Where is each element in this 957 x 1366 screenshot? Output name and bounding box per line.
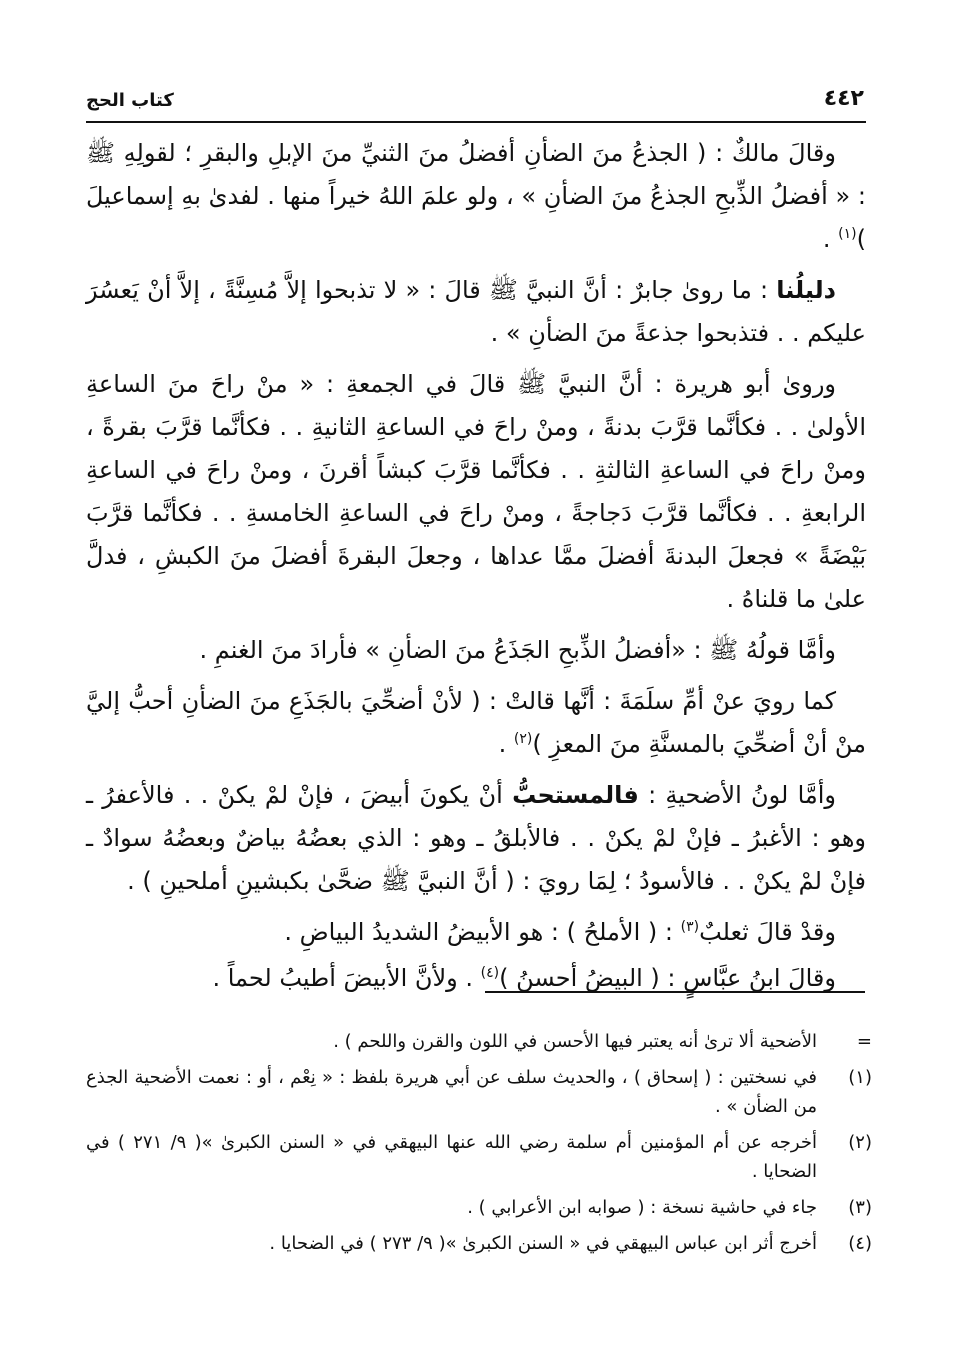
paragraph-text: وقدْ قالَ ثعلبٌ [699,918,836,946]
footnote-text: أخرج أثر ابن عباس البيهقي في « السنن الكبرىٰ »( ٩/ ٢٧٣ ) في الضحايا . [269,1233,817,1254]
footnote-marker: (١) [848,1067,872,1088]
paragraph-text: . [498,730,514,758]
footnote-ref: (٢) [513,731,533,747]
emphasis-term: فالمستحبُّ [512,781,639,809]
footnotes [86,1027,872,1265]
paragraph-ibn-abbas [86,957,866,1000]
footnote-ref: (١) [838,226,857,242]
paragraph-text: كما رويَ عنْ أمِّ سلَمَةَ : أنَّها قالتْ : ( لأنْ أضحِّيَ بالجَذَعِ منَ الضأنِ أحبُّ إليَّ منْ أنْ أضحِّيَ بالمسنَّةِ منَ المعزِ ) [86,687,866,758]
footnote-marker: (٤) [848,1233,872,1254]
footnote-4 [86,1229,872,1258]
paragraph-text: : ( الأملحُ ) : هو الأبيضُ الشديدُ البياضِ . [284,918,681,946]
paragraph-abu-hurayra [86,363,866,621]
paragraph-text: أنْ يكونَ أبيضَ ، فإنْ لمْ يكنْ . . فالأعفرُ ـ وهو : الأغبرُ ـ فإنْ لمْ يكنْ . . فالأبلقُ ـ وهو : الذي بعضُهُ بياضٌ وبعضُهُ سوادٌ ـ فإنْ لمْ يكنْ . . فالأسودُ ؛ لِمَا رويَ : ( أنَّ النبيَّ ﷺ ضحَّىٰ بكبشينِ أملحينِ ) . [86,781,866,895]
footnote-3 [86,1193,872,1222]
main-text [86,132,866,1003]
footnote-divider [485,991,865,993]
footnote-marker: (٢) [848,1132,872,1153]
page-number: ٤٤٢ [823,86,864,111]
footnote-text: في نسختين : ( إسحاق ) ، والحديث سلف عن أبي هريرة بلفظ : « نِعْم ، أو : نعمت الأضحية الجذع من الضأن » . [86,1067,817,1117]
paragraph-text: . [822,225,839,253]
paragraph-color [86,774,866,903]
paragraph-text: . ولأنَّ الأبيضَ أطيبُ لحماً . [212,964,481,992]
footnote-text: أخرجه عن أم المؤمنين أم سلمة رضي الله عنها البيهقي في « السنن الكبرىٰ »( ٩/ ٢٧١ ) في الضحايا . [86,1132,817,1182]
footnote-1 [86,1063,872,1121]
footnote-2 [86,1128,872,1186]
header-divider [86,121,866,123]
paragraph-lead: دليلُنا [776,276,836,304]
footnote-marker: (٣) [848,1197,872,1218]
footnote-text: الأضحية ألا ترىٰ أنه يعتبر فيها الأحسن في اللون والقرن واللحم ) . [333,1031,817,1052]
paragraph-text: وأمَّا قولُهُ ﷺ : «أفضلُ الذِّبحِ الجَذَعُ منَ الضأنِ » فأرادَ منَ الغنمِ . [199,636,836,664]
paragraph-text: وقالَ ابنُ عبَّاسٍ : ( البيضُ أحسنُ ) [499,964,836,992]
footnote-ref: (٣) [680,919,700,935]
paragraph-reply [86,629,866,672]
paragraph-text: وقالَ مالكٌ : ( الجذعُ منَ الضأنِ أفضلُ منَ الثنيِّ منَ الإبلِ والبقرِ ؛ لقولِهِ ﷺ : « أفضلُ الذِّبحِ الجذعُ منَ الضأنِ » ، ولو علمَ اللهُ خيراً منها . لفدىٰ بهِ إسماعيلَ ) [86,139,866,253]
paragraph-text: وأمَّا لونُ الأضحيةِ : [638,781,836,809]
running-title: كتاب الحج [86,90,174,111]
footnote-marker: = [856,1031,872,1052]
paragraph-text: : ما روىٰ جابرٌ : أنَّ النبيَّ ﷺ قالَ : « لا تذبحوا إلاَّ مُسِنَّةً ، إلاَّ أنْ يَعسُرَ عليكم . . فتذبحوا جذعةً منَ الضأنِ » . [86,276,866,347]
footnote-continuation [86,1027,872,1056]
paragraph-thalab [86,911,866,954]
footnote-text: جاء في حاشية نسخة : ( صوابه ابن الأعرابي ) . [467,1197,817,1218]
paragraph-malik [86,132,866,261]
paragraph-text: وروىٰ أبو هريرة : أنَّ النبيَّ ﷺ قالَ في الجمعةِ : « منْ راحَ منَ الساعةِ الأولىٰ . . فكأنَّما قرَّبَ بدنةً ، ومنْ راحَ في الساعةِ الثانيةِ . . فكأنَّما قرَّبَ بقرةً ، ومنْ راحَ في الساعةِ الثالثةِ . . فكأنَّما قرَّبَ كبشاً أقرنَ ، ومنْ راحَ في الساعةِ الرابعةِ . . فكأنَّما قرَّبَ دَجاجةً ، ومنْ راحَ في الساعةِ الخامسةِ . . فكأنَّما قرَّبَ بَيْضَةً » فجعلَ البدنةَ أفضلَ ممَّا عداها ، وجعلَ البقرةَ أفضلَ منَ الكبشِ ، فدلَّ علىٰ ما قلناهُ . [86,370,866,613]
page-header [86,86,864,116]
paragraph-umm-salama [86,680,866,766]
footnote-ref: (٤) [480,965,500,981]
paragraph-evidence [86,269,866,355]
